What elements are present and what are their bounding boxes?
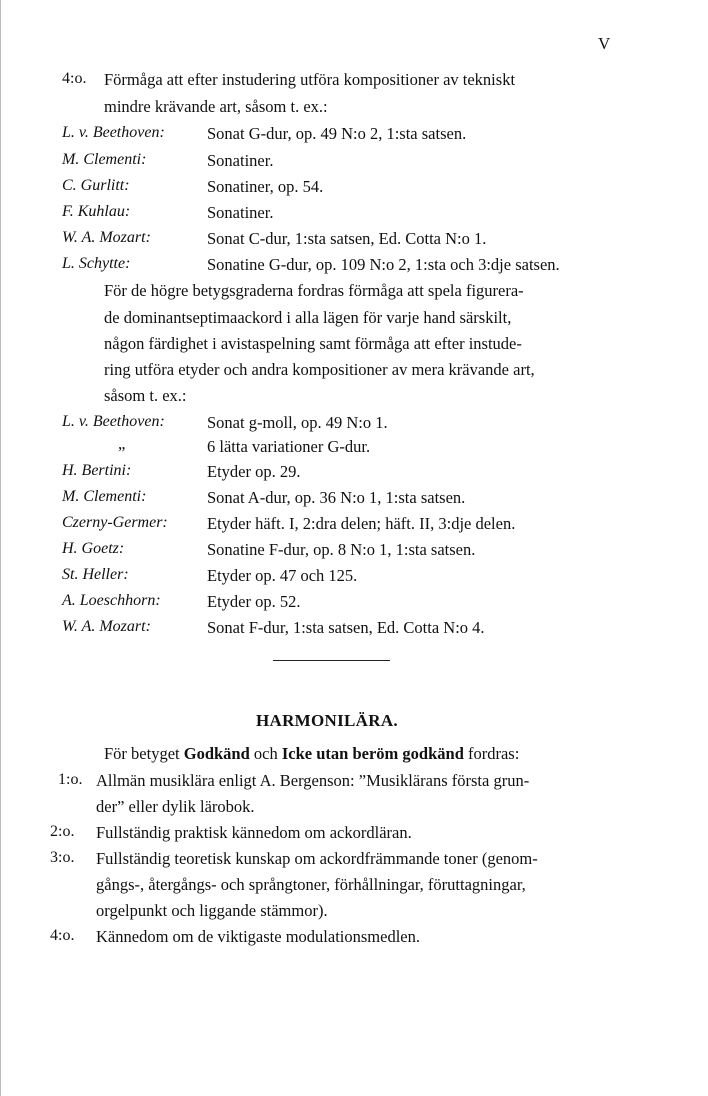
item-text: Allmän musiklära enligt A. Bergenson: ”Musiklärans första grun- bbox=[96, 771, 530, 790]
item-text: Fullständig teoretisk kunskap om ackordfrämmande toner (genom- bbox=[96, 849, 538, 868]
composer-name: L. v. Beethoven: bbox=[62, 124, 165, 141]
work-title: Sonatiner. bbox=[207, 203, 274, 222]
composer-name: St. Heller: bbox=[62, 566, 129, 583]
composer-name: L. Schytte: bbox=[62, 255, 131, 272]
work-title: Sonat g-moll, op. 49 N:o 1. bbox=[207, 413, 388, 432]
composer-name: A. Loeschhorn: bbox=[62, 592, 161, 609]
work-title: Etyder op. 29. bbox=[207, 462, 301, 481]
item-text: gångs-, återgångs- och språngtoner, förhållningar, föruttagningar, bbox=[96, 875, 526, 894]
composer-name: H. Goetz: bbox=[62, 540, 125, 557]
grade-icke-utan-berom: Icke utan beröm godkänd bbox=[281, 744, 464, 763]
paragraph-line: ring utföra etyder och andra kompositioner av mera krävande art, bbox=[104, 360, 535, 379]
work-title: Sonat A-dur, op. 36 N:o 1, 1:sta satsen. bbox=[207, 488, 466, 507]
composer-name: M. Clementi: bbox=[62, 488, 147, 505]
composer-name: F. Kuhlau: bbox=[62, 203, 131, 220]
work-title: Sonat F-dur, 1:sta satsen, Ed. Cotta N:o 4. bbox=[207, 618, 485, 637]
grade-godkand: Godkänd bbox=[183, 744, 250, 763]
section-divider bbox=[273, 660, 390, 661]
item-text: Fullständig praktisk kännedom om ackordläran. bbox=[96, 823, 412, 842]
work-title: Sonatine F-dur, op. 8 N:o 1, 1:sta satsen. bbox=[207, 540, 476, 559]
composer-name: H. Bertini: bbox=[62, 462, 132, 479]
section-number: 4:o. bbox=[62, 70, 87, 87]
work-title: Sonat C-dur, 1:sta satsen, Ed. Cotta N:o 1. bbox=[207, 229, 487, 248]
work-title: 6 lätta variationer G-dur. bbox=[207, 437, 371, 456]
item-number: 3:o. bbox=[50, 849, 75, 866]
composer-name: W. A. Mozart: bbox=[62, 618, 151, 635]
composer-name: C. Gurlitt: bbox=[62, 177, 130, 194]
composer-name: W. A. Mozart: bbox=[62, 229, 151, 246]
paragraph-line: någon färdighet i avistaspelning samt förmåga att efter instude- bbox=[104, 334, 522, 353]
composer-name: Czerny-Germer: bbox=[62, 514, 168, 531]
work-title: Etyder häft. I, 2:dra delen; häft. II, 3:dje delen. bbox=[207, 514, 516, 533]
ditto-mark: „ bbox=[118, 434, 126, 453]
page-number: V bbox=[598, 34, 611, 53]
work-title: Etyder op. 52. bbox=[207, 592, 301, 611]
page-edge bbox=[0, 0, 1, 1096]
section-heading: HARMONILÄRA. bbox=[256, 711, 398, 730]
item-text: der” eller dylik lärobok. bbox=[96, 797, 255, 816]
paragraph-line: För de högre betygsgraderna fordras förmåga att spela figurera- bbox=[104, 281, 524, 300]
composer-name: L. v. Beethoven: bbox=[62, 413, 165, 430]
harmony-intro: För betyget Godkänd och Icke utan beröm godkänd fordras: bbox=[104, 744, 520, 763]
item-text: orgelpunkt och liggande stämmor). bbox=[96, 901, 328, 920]
work-title: Sonatiner. bbox=[207, 151, 274, 170]
work-title: Etyder op. 47 och 125. bbox=[207, 566, 358, 585]
work-title: Sonatine G-dur, op. 109 N:o 2, 1:sta och 3:dje satsen. bbox=[207, 255, 560, 274]
work-title: Sonat G-dur, op. 49 N:o 2, 1:sta satsen. bbox=[207, 124, 467, 143]
item-number: 4:o. bbox=[50, 927, 75, 944]
item-text: Kännedom om de viktigaste modulationsmedlen. bbox=[96, 927, 420, 946]
work-title: Sonatiner, op. 54. bbox=[207, 177, 324, 196]
item-number: 2:o. bbox=[50, 823, 75, 840]
paragraph-line: de dominantseptimaackord i alla lägen för varje hand särskilt, bbox=[104, 308, 512, 327]
composer-name: M. Clementi: bbox=[62, 151, 147, 168]
intro-line: Förmåga att efter instudering utföra kompositioner av tekniskt bbox=[104, 70, 516, 89]
paragraph-line: såsom t. ex.: bbox=[104, 386, 187, 405]
item-number: 1:o. bbox=[58, 771, 83, 788]
intro-line: mindre krävande art, såsom t. ex.: bbox=[104, 97, 328, 116]
